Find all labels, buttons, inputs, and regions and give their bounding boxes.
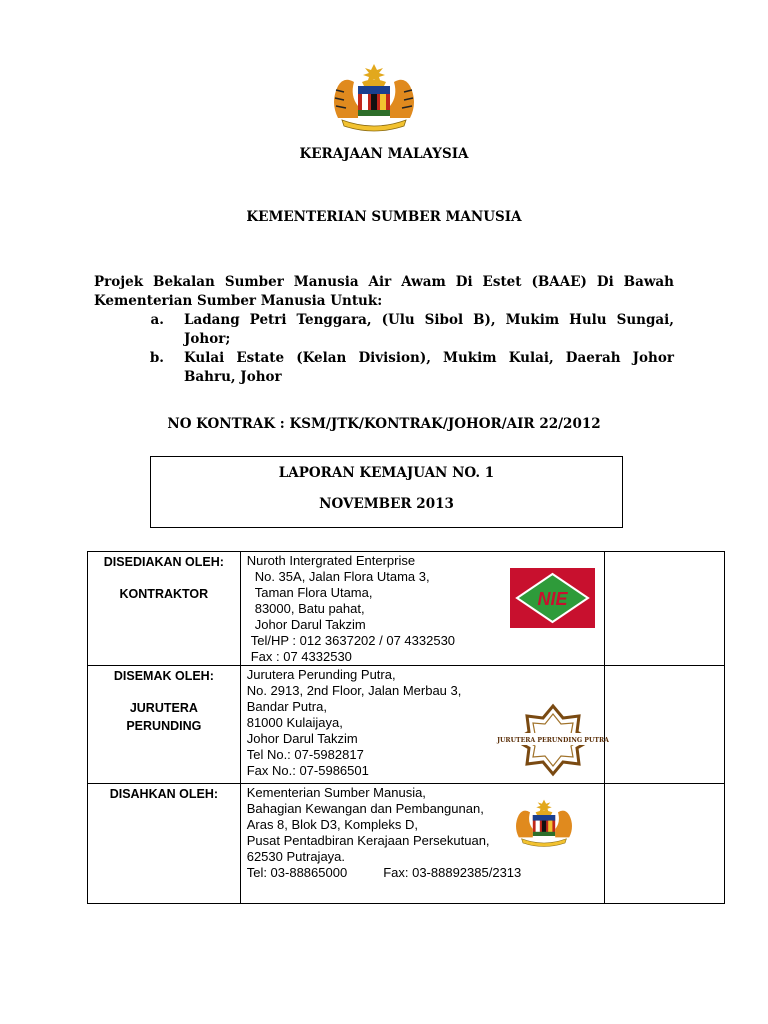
address-line: 83000, Batu pahat, <box>254 601 365 616</box>
report-title: LAPORAN KEMAJUAN NO. 1 <box>278 465 495 481</box>
project-intro: Projek Bekalan Sumber Manusia Air Awam Di Estet (BAAE) Di Bawah Kementerian Sumber Manusia Untuk: <box>94 274 674 309</box>
address-line: Bahagian Kewangan dan Pembangunan, <box>246 801 484 816</box>
address-line: 81000 Kulaijaya, <box>246 715 343 730</box>
jpp-logo-icon <box>496 704 609 776</box>
role-cell <box>88 666 241 784</box>
phone-line: Tel No.: 07-5982817 <box>246 747 364 762</box>
role-cell <box>88 552 241 666</box>
role-name-line1: JURUTERA <box>129 701 198 715</box>
fax-line: Fax No.: 07-5986501 <box>246 763 369 778</box>
address-line: Bandar Putra, <box>246 699 327 714</box>
report-box <box>150 456 623 528</box>
report-date: NOVEMBER 2013 <box>319 496 454 512</box>
fax-text: Fax: 03-88892385/2313 <box>383 865 522 880</box>
signature-cell <box>604 552 724 666</box>
company-name: Jurutera Perunding Putra, <box>246 667 396 682</box>
table-row <box>88 666 725 784</box>
role-name: KONTRAKTOR <box>119 587 209 601</box>
malaysia-coat-of-arms-icon <box>324 62 424 130</box>
address-line: Taman Flora Utama, <box>254 585 373 600</box>
address-line: Johor Darul Takzim <box>254 617 366 632</box>
list-text: Ladang Petri Tenggara, (Ulu Sibol B), Mukim Hulu Sungai, Johor; <box>184 312 674 347</box>
role-label: DISAHKAN OLEH: <box>109 787 219 801</box>
jpp-logo-text: JURUTERA PERUNDING PUTRA <box>496 737 609 744</box>
project-description <box>94 273 674 387</box>
company-name: Kementerian Sumber Manusia, <box>246 785 426 800</box>
table-row <box>88 784 725 904</box>
ministry-heading: KEMENTERIAN SUMBER MANUSIA <box>246 209 522 225</box>
address-line: No. 2913, 2nd Floor, Jalan Merbau 3, <box>246 683 462 698</box>
list-text: Kulai Estate (Kelan Division), Mukim Kulai, Daerah Johor Bahru, Johor <box>184 350 674 385</box>
phone-text: Tel: 03-88865000 <box>246 865 348 880</box>
nie-logo-icon <box>510 568 595 628</box>
contact-line <box>247 865 604 881</box>
company-name: Nuroth Intergrated Enterprise <box>246 553 416 568</box>
list-item <box>94 311 674 349</box>
list-item <box>94 349 674 387</box>
role-name-line2: PERUNDING <box>126 719 202 733</box>
fax-line: Fax : 07 4332530 <box>250 649 352 664</box>
detail-cell <box>240 552 604 666</box>
role-label: DISEMAK OLEH: <box>113 669 214 683</box>
list-marker: a. <box>150 312 164 328</box>
role-label: DISEDIAKAN OLEH: <box>103 555 224 569</box>
detail-cell <box>240 784 604 904</box>
signatory-table <box>87 551 725 904</box>
address-line: 62530 Putrajaya. <box>246 849 346 864</box>
list-marker: b. <box>149 350 164 366</box>
phone-line: Tel/HP : 012 3637202 / 07 4332530 <box>250 633 456 648</box>
government-heading: KERAJAAN MALAYSIA <box>299 146 469 162</box>
address-line: Pusat Pentadbiran Kerajaan Persekutuan, <box>246 833 490 848</box>
detail-cell <box>240 666 609 784</box>
address-line: No. 35A, Jalan Flora Utama 3, <box>254 569 430 584</box>
address-line: Johor Darul Takzim <box>246 731 358 746</box>
role-cell <box>88 784 241 904</box>
nie-logo-text: NIE <box>537 589 568 609</box>
project-list <box>94 311 674 387</box>
table-row <box>88 552 725 666</box>
signature-cell <box>604 784 724 904</box>
contract-number: NO KONTRAK : KSM/JTK/KONTRAK/JOHOR/AIR 22/2012 <box>167 416 601 432</box>
signature-cell <box>604 666 724 784</box>
malaysia-coat-of-arms-icon <box>509 796 579 848</box>
address-line: Aras 8, Blok D3, Kompleks D, <box>246 817 418 832</box>
